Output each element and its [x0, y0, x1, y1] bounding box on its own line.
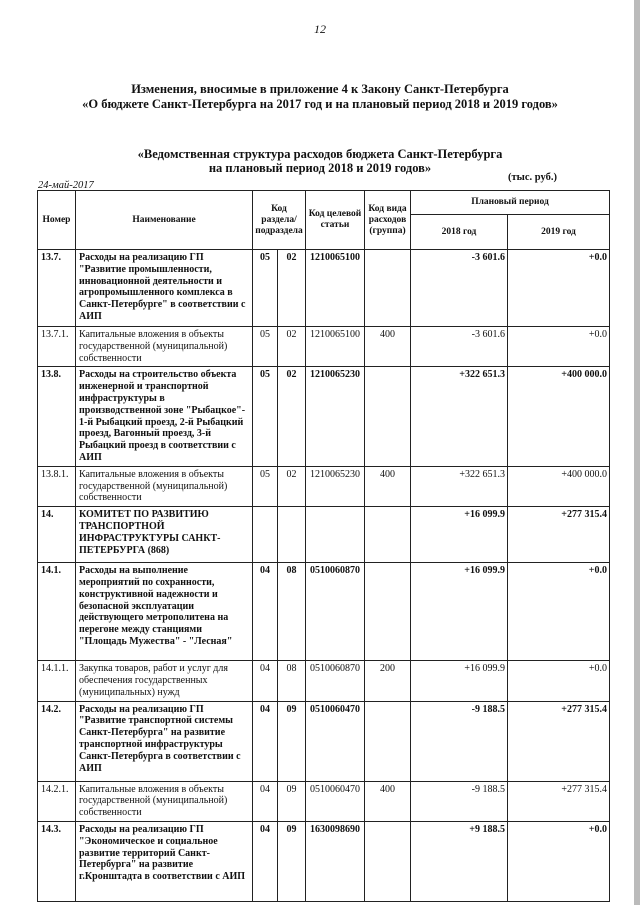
row-2018: +322 651.3: [411, 466, 508, 506]
row-subsection: 02: [278, 250, 306, 327]
row-article: 1210065100: [306, 327, 365, 367]
row-subsection: 09: [278, 701, 306, 781]
row-subsection: [278, 507, 306, 563]
header-article: Код целевой статьи: [306, 191, 365, 250]
row-section: 04: [253, 661, 278, 701]
row-subsection: 09: [278, 781, 306, 821]
row-article: 1210065230: [306, 466, 365, 506]
page-number: 12: [314, 22, 326, 36]
row-name: КОМИТЕТ ПО РАЗВИТИЮ ТРАНСПОРТНОЙ ИНФРАСТРУКТУРЫ САНКТ-ПЕТЕРБУРГА (868): [76, 507, 253, 563]
subtitle-line-1: «Ведомственная структура расходов бюджета Санкт-Петербурга: [137, 147, 503, 161]
row-2018: +16 099.9: [411, 661, 508, 701]
row-section: 05: [253, 367, 278, 466]
row-2018: -9 188.5: [411, 781, 508, 821]
header-name: Наименование: [76, 191, 253, 250]
row-2018: +16 099.9: [411, 563, 508, 661]
table-row: [38, 781, 610, 821]
row-article: 0510060470: [306, 781, 365, 821]
header-number: Номер: [38, 191, 76, 250]
scan-edge: [634, 0, 640, 905]
table-row: [38, 507, 610, 563]
row-section: 04: [253, 821, 278, 901]
row-number: 14.2.: [38, 701, 76, 781]
row-name: Расходы на реализацию ГП "Развитие промышленности, инновационной деятельности и агропромышленного комплекса в Санкт-Петербурге" в соответствии с АИП: [76, 250, 253, 327]
row-number: 14.3.: [38, 821, 76, 901]
row-type: 400: [365, 327, 411, 367]
row-number: 14.1.: [38, 563, 76, 661]
row-type: [365, 563, 411, 661]
document-date: 24-май-2017: [38, 180, 94, 191]
row-type: [365, 701, 411, 781]
table-row: [38, 466, 610, 506]
row-name: Расходы на реализацию ГП "Развитие транспортной системы Санкт-Петербурга" на развитие транспортной инфраструктуры Санкт-Петербурга в соответствии с АИП: [76, 701, 253, 781]
title-line-2: «О бюджете Санкт-Петербурга на 2017 год и на плановый период 2018 и 2019 годов»: [82, 97, 558, 111]
row-section: [253, 507, 278, 563]
row-2019: +0.0: [508, 327, 610, 367]
row-section: 05: [253, 250, 278, 327]
row-subsection: 09: [278, 821, 306, 901]
row-2019: +400 000.0: [508, 466, 610, 506]
row-2018: +322 651.3: [411, 367, 508, 466]
row-2018: -3 601.6: [411, 327, 508, 367]
table-row: [38, 821, 610, 901]
row-2018: -9 188.5: [411, 701, 508, 781]
row-name: Капитальные вложения в объекты государственной (муниципальной) собственности: [76, 327, 253, 367]
row-number: 13.7.1.: [38, 327, 76, 367]
row-article: [306, 507, 365, 563]
row-2019: +0.0: [508, 250, 610, 327]
header-type: Код вида расходов (группа): [365, 191, 411, 250]
row-article: 0510060870: [306, 661, 365, 701]
row-2019: +0.0: [508, 661, 610, 701]
subtitle-line-2: на плановый период 2018 и 2019 годов»: [208, 161, 432, 175]
table-row: [38, 367, 610, 466]
row-2018: -3 601.6: [411, 250, 508, 327]
header-2018: 2018 год: [411, 215, 508, 250]
header-2019: 2019 год: [508, 215, 610, 250]
row-name: Капитальные вложения в объекты государственной (муниципальной) собственности: [76, 466, 253, 506]
row-name: Капитальные вложения в объекты государственной (муниципальной) собственности: [76, 781, 253, 821]
row-article: 0510060470: [306, 701, 365, 781]
row-type: 200: [365, 661, 411, 701]
row-type: 400: [365, 466, 411, 506]
table-row: [38, 563, 610, 661]
row-name: Расходы на выполнение мероприятий по сохранности, конструктивной надежности и безопасной эксплуатации действующего метрополитена на перегоне между станциями "Площадь Мужества" - "Лесная": [76, 563, 253, 661]
row-2018: +16 099.9: [411, 507, 508, 563]
row-name: Закупка товаров, работ и услуг для обеспечения государственных (муниципальных) нужд: [76, 661, 253, 701]
document-title: [30, 82, 610, 112]
row-2019: +0.0: [508, 821, 610, 901]
row-section: 04: [253, 701, 278, 781]
row-article: 0510060870: [306, 563, 365, 661]
row-number: 14.1.1.: [38, 661, 76, 701]
budget-table: [37, 190, 610, 902]
row-number: 13.8.1.: [38, 466, 76, 506]
row-subsection: 08: [278, 563, 306, 661]
row-type: [365, 821, 411, 901]
row-type: [365, 367, 411, 466]
row-2018: +9 188.5: [411, 821, 508, 901]
row-section: 04: [253, 781, 278, 821]
header-plan: Плановый период: [411, 191, 610, 215]
units-label: (тыс. руб.): [508, 172, 557, 183]
row-article: 1210065230: [306, 367, 365, 466]
row-section: 04: [253, 563, 278, 661]
row-article: 1210065100: [306, 250, 365, 327]
row-subsection: 08: [278, 661, 306, 701]
table-row: [38, 661, 610, 701]
document-subtitle: [60, 147, 580, 175]
row-article: 1630098690: [306, 821, 365, 901]
row-type: 400: [365, 781, 411, 821]
row-section: 05: [253, 327, 278, 367]
row-number: 13.7.: [38, 250, 76, 327]
row-type: [365, 507, 411, 563]
row-subsection: 02: [278, 367, 306, 466]
row-number: 14.2.1.: [38, 781, 76, 821]
row-name: Расходы на строительство объекта инженерной и транспортной инфраструктуры в производственной зоне "Рыбацкое"- 1-й Рыбацкий проезд, 2-й Рыбацкий проезд, Вагонный проезд, 3-й Рыбацкий проезд в соответствии с АИП: [76, 367, 253, 466]
table-row: [38, 250, 610, 327]
row-2019: +277 315.4: [508, 701, 610, 781]
table-row: [38, 327, 610, 367]
header-section: Код раздела/ подраздела: [253, 191, 306, 250]
row-2019: +400 000.0: [508, 367, 610, 466]
row-2019: +277 315.4: [508, 507, 610, 563]
row-name: Расходы на реализацию ГП "Экономическое и социальное развитие территорий Санкт-Петербурга" на развитие г.Кронштадта в соответствии с АИП: [76, 821, 253, 901]
row-2019: +0.0: [508, 563, 610, 661]
row-number: 14.: [38, 507, 76, 563]
table-row: [38, 701, 610, 781]
row-subsection: 02: [278, 466, 306, 506]
row-subsection: 02: [278, 327, 306, 367]
title-line-1: Изменения, вносимые в приложение 4 к Закону Санкт-Петербурга: [131, 82, 509, 96]
row-number: 13.8.: [38, 367, 76, 466]
row-type: [365, 250, 411, 327]
row-section: 05: [253, 466, 278, 506]
row-2019: +277 315.4: [508, 781, 610, 821]
